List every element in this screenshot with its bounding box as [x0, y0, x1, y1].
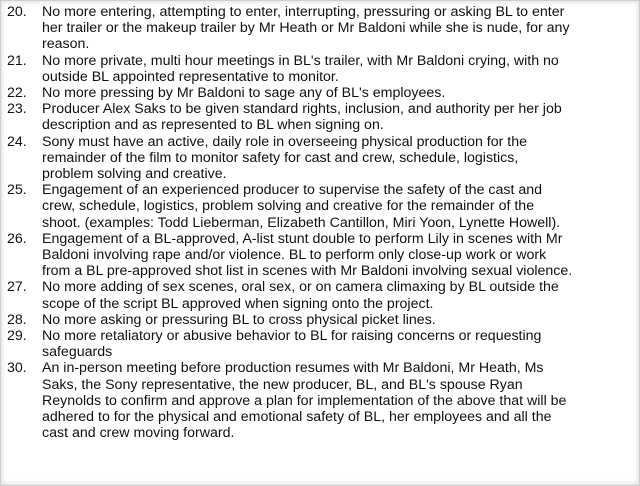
- item-number: 20.: [7, 4, 27, 20]
- item-text: Engagement of a BL-approved, A-list stunt double to perform Lily in scenes with Mr Baldoni involving rape and/or violence. BL to perform only close-up work or work from a BL pre-approved shot list in scenes with Mr Baldoni involving sexual violence.: [42, 230, 573, 280]
- item-text: No more private, multi hour meetings in BL's trailer, with Mr Baldoni crying, with no outside BL appointed representative to monitor.: [42, 52, 559, 85]
- list-item: [7, 53, 635, 85]
- numbered-list: [7, 4, 635, 441]
- list-item: [7, 101, 635, 133]
- item-number: 22.: [7, 85, 27, 102]
- item-number: 30.: [7, 360, 27, 377]
- item-text: Producer Alex Saks to be given standard rights, inclusion, and authority per her job description and as represented to BL when signing on.: [42, 101, 562, 134]
- list-item: [7, 85, 635, 101]
- list-item: [7, 231, 635, 280]
- item-number: 28.: [7, 311, 27, 328]
- item-text: Sony must have an active, daily role in overseeing physical production for the remainder of the film to monitor safety for cast and crew, schedule, logistics, problem solving and creative.: [42, 133, 528, 183]
- item-text: An in-person meeting before production resumes with Mr Baldoni, Mr Heath, Ms Saks, the Sony representative, the new producer, BL, and BL's spouse Ryan Reynolds to confirm and approve a plan for implementation of the above that will be adhered to for the physical and emotional safety of BL, her employees and all the cast and crew moving forward.: [42, 360, 567, 442]
- list-item: [7, 328, 635, 360]
- item-number: 23.: [7, 101, 27, 118]
- list-item: [7, 312, 635, 328]
- item-number: 25.: [7, 182, 27, 199]
- item-number: 29.: [7, 328, 27, 345]
- item-number: 27.: [7, 279, 27, 296]
- item-number: 26.: [7, 230, 27, 247]
- item-text: No more adding of sex scenes, oral sex, or on camera climaxing by BL outside the scope of the script BL approved when signing onto the project.: [42, 279, 559, 312]
- list-item: [7, 279, 635, 311]
- item-text: No more pressing by Mr Baldoni to sage any of BL's employees.: [42, 85, 446, 102]
- item-text: No more asking or pressuring BL to cross physical picket lines.: [42, 311, 436, 328]
- item-text: No more entering, attempting to enter, interrupting, pressuring or asking BL to enter her trailer or the makeup trailer by Mr Heath or Mr Baldoni while she is nude, for any reason.: [42, 4, 570, 53]
- list-item: [7, 182, 635, 231]
- list-item: [7, 360, 635, 441]
- list-item: [7, 134, 635, 183]
- item-number: 21.: [7, 52, 27, 69]
- item-text: Engagement of an experienced producer to supervise the safety of the cast and crew, schedule, logistics, problem solving and creative for the remainder of the shoot. (examples: Todd Lieberman, Elizabeth Cantillon, Miri Yoon, Lynette Howell).: [42, 182, 561, 231]
- item-number: 24.: [7, 133, 27, 150]
- list-item: [7, 4, 635, 53]
- item-text: No more retaliatory or abusive behavior to BL for raising concerns or requesting safeguards: [42, 328, 542, 361]
